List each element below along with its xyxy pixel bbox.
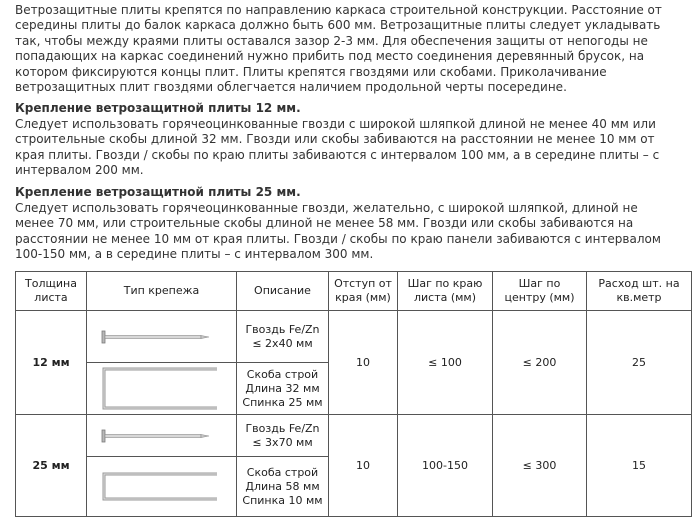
nail-description: Гвоздь Fe/Zn ≤ 3x70 мм — [237, 415, 329, 457]
text-line: Следует использовать горячеоцинкованные гвозди с широкой шляпкой длиной не менее 40 мм или — [15, 117, 656, 131]
nail-figure-cell — [87, 311, 237, 363]
section-25-heading: Крепление ветрозащитной плиты 25 мм. — [15, 185, 301, 199]
text-line: менее 70 мм, или строительные скобы длиной не менее 58 мм. Гвозди или скобы забиваются на — [15, 216, 634, 231]
text-line: интервалом 200 мм. — [15, 163, 144, 178]
staple-description: Скоба строй Длина 32 мм Спинка 25 мм — [237, 363, 329, 415]
text-line: попадающих на каркас соединений нужно прибить под место соединения деревянный брусок, на — [15, 49, 645, 64]
thickness-cell: 25 мм — [16, 415, 87, 517]
staple-description: Скоба строй Длина 58 мм Спинка 10 мм — [237, 457, 329, 517]
text-line: Следует использовать горячеоцинкованные гвозди, желательно, с широкой шляпкой, длиной не — [15, 201, 638, 215]
text-line: расстоянии не менее 10 мм от края плиты. Гвозди / скобы по краю панели забиваются с интервалом — [15, 231, 661, 246]
table-row — [16, 311, 692, 363]
center-step-cell: ≤ 200 — [493, 311, 587, 415]
header-edge-offset: Отступ от края (мм) — [329, 272, 398, 311]
section-25-paragraph — [15, 201, 687, 263]
text-line: середины плиты до балок каркаса должно быть 600 мм. Ветрозащитные плиты следует укладывать — [15, 18, 661, 33]
consumption-cell: 15 — [587, 415, 692, 517]
staple-icon — [101, 472, 221, 502]
header-thickness: Толщина листа — [16, 272, 87, 311]
header-description: Описание — [237, 272, 329, 311]
thickness-cell: 12 мм — [16, 311, 87, 415]
table-row — [16, 415, 692, 457]
header-edge-step: Шаг по краю листа (мм) — [398, 272, 493, 311]
text-line: котором фиксируются концы плит. Плиты крепятся гвоздями или скобами. Приколачивание — [15, 64, 607, 79]
nail-figure-cell — [87, 415, 237, 457]
text-line: края плиты. Гвозди / скобы по краю плиты забиваются с интервалом 100 мм, а в середине плиты – с — [15, 147, 660, 162]
section-12-paragraph — [15, 117, 687, 179]
consumption-cell: 25 — [587, 311, 692, 415]
intro-paragraph — [15, 3, 687, 95]
header-consumption: Расход шт. на кв.метр — [587, 272, 692, 311]
text-line: ветрозащитных плит гвоздями облегчается наличием продольной черты посередине. — [15, 80, 567, 95]
text-line: так, чтобы между краями плиты оставался зазор 2-3 мм. Для обеспечения защиты от непогоды не — [15, 33, 648, 48]
staple-figure-cell — [87, 457, 237, 517]
text-line: строительные скобы длиной 32 мм. Гвозди или скобы забиваются на расстоянии не менее 10 мм от — [15, 132, 655, 147]
nail-description: Гвоздь Fe/Zn ≤ 2x40 мм — [237, 311, 329, 363]
staple-figure-cell — [87, 363, 237, 415]
header-center-step: Шаг по центру (мм) — [493, 272, 587, 311]
nail-icon — [101, 428, 211, 444]
fastener-spec-table — [15, 271, 692, 517]
edge-step-cell: 100-150 — [398, 415, 493, 517]
center-step-cell: ≤ 300 — [493, 415, 587, 517]
text-line: 100-150 мм, а в середине плиты – с интервалом 300 мм. — [15, 247, 374, 262]
edge-offset-cell: 10 — [329, 311, 398, 415]
edge-offset-cell: 10 — [329, 415, 398, 517]
header-fastener-type: Тип крепежа — [87, 272, 237, 311]
text-line: Ветрозащитные плиты крепятся по направлению каркаса строительной конструкции. Расстояние от — [15, 3, 662, 17]
staple-icon — [101, 367, 221, 411]
edge-step-cell: ≤ 100 — [398, 311, 493, 415]
table-header-row — [16, 272, 692, 311]
section-12-heading: Крепление ветрозащитной плиты 12 мм. — [15, 101, 301, 115]
nail-icon — [101, 329, 211, 345]
